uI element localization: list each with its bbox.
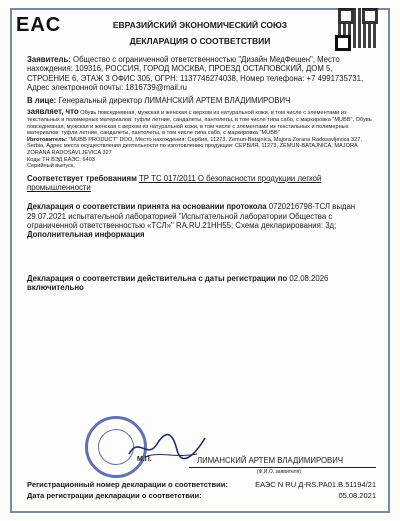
manufacturer-text: "MUBB PRODUCT" DOO, Место нахождения: Сербия, 11273, Zemun-Batajnica, Majora Zorana Radosavljevica 327, Serbia, Адрес места осуществления деятельности по изготовлению продукции: СЕРБИЯ, 11273, ZEMUN-BATAJNICA, MAJORA ZORANA RADOSAVLJEVICA 327 — [27, 136, 362, 157]
applicant-section — [27, 55, 376, 92]
declares-label: заявляет, что — [27, 107, 79, 117]
signature-line — [189, 467, 376, 468]
manufacturer-label: Изготовитель: — [27, 136, 67, 143]
basis-section — [27, 202, 376, 230]
signature-block — [27, 416, 376, 476]
applicant-label: Заявитель: — [27, 55, 71, 64]
registration-number-row — [27, 480, 376, 491]
registration-date-label: Дата регистрации декларации о соответствии: — [27, 490, 202, 500]
basis-text: 0720216798-ТСЛ выдан 29.07.2021 испытательной лабораторией "Испытательной лаборатории Общества с ограниченной ответственностью «ТСЛ»" RA.RU.21HH55; Схема декларирования: 3д; — [27, 202, 356, 231]
batch-line: Серийный выпуск, — [27, 163, 75, 170]
declaration-body — [27, 55, 376, 292]
declares-text: Обувь повседневная, мужская и женская с верхом из натуральной кожи, в том числе с элементами из текстильных и полимерных материалов: туфли летние, сандалеты, пантолеты, в том числе типа сабо, с маркировка "MUBB", Обувь повседневная, мужская и женская с верхом из натуральной кожи, в том числе с элементами из текстильных и полимерных материалов: туфли летние, сандалеты, пантолеты, в том числе типа сабо, с маркировка "MUBB" — [27, 110, 372, 137]
union-heading: ЕВРАЗИЙСКИЙ ЭКОНОМИЧЕСКИЙ СОЮЗ — [112, 20, 288, 30]
validity-date: 02.08.2026 — [289, 273, 329, 283]
registration-number: ЕАЭС N RU Д-RS.PA01.B.51194/21 — [255, 480, 376, 489]
additional-info-label: Дополнительная информация — [27, 230, 145, 240]
person-label: В лице: — [27, 96, 57, 106]
seal-place-label: М.П. — [137, 456, 152, 463]
basis-label: Декларация о соответствии принята на основании протокола — [27, 202, 267, 212]
person-text: Генеральный директор ЛИМАНСКИЙ АРТЕМ ВЛАДИМИРОВИЧ — [58, 96, 291, 106]
registration-date-row — [27, 491, 376, 502]
document-title: ДЕКЛАРАЦИЯ О СООТВЕТСТВИИ — [129, 36, 271, 46]
registration-date: 05.08.2021 — [338, 490, 376, 500]
codes-line: Коды ТН ВЭД ЕАЭС: 6403 — [27, 156, 95, 163]
requirements-text: ТР ТС 017/2011 О безопасности продукции легкой промышленности — [27, 173, 322, 193]
eac-mark: EAC — [16, 14, 62, 36]
registration-number-label: Регистрационный номер декларации о соответствии: — [27, 480, 228, 489]
signer-name: ЛИМАНСКИЙ АРТЕМ ВЛАДИМИРОВИЧ — [197, 456, 344, 465]
signer-caption: (Ф.И.О. заявителя) — [257, 469, 301, 475]
validity-section — [27, 274, 376, 293]
requirements-label: Соответствует требованиям — [27, 173, 137, 183]
declares-section — [27, 109, 376, 136]
requirements-section — [27, 174, 376, 193]
manufacturer-section — [27, 137, 376, 157]
validity-suffix: включительно — [27, 282, 84, 292]
applicant-text: Общество с ограниченной ответственностью "Дизайн МедФешен", Место нахождения: 109316, РОССИЯ, ГОРОД МОСКВА, ПРОЕЗД ОСТАПОВСКИЙ, ДОМ 5, СТРОЕНИЕ 6, ЭТАЖ 3 ОФИС 305, ОГРН: 1137746274038, Номер телефона: +7 4991735731, Адрес электронной почты: 1816739@mail.ru — [27, 55, 364, 92]
validity-label: Декларация о соответствии действительна с даты регистрации по — [27, 273, 288, 283]
registration-block — [27, 480, 376, 501]
person-section — [27, 96, 376, 105]
